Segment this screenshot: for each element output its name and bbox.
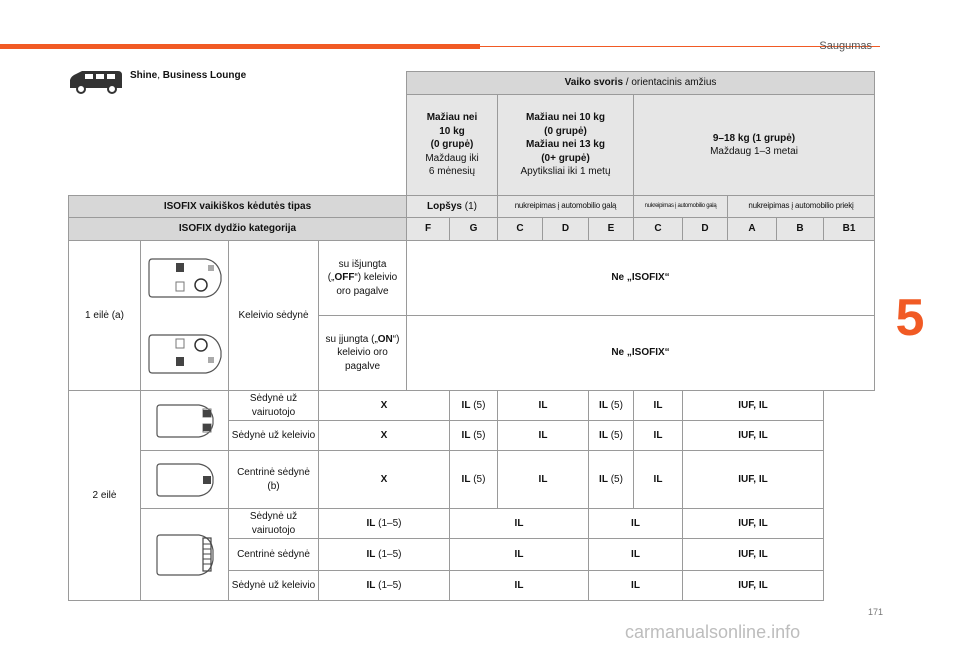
forward-value: IUF, IL bbox=[683, 539, 824, 571]
front-seat-diagram bbox=[141, 241, 229, 391]
forward-value: IUF, IL bbox=[683, 571, 824, 601]
rear-seat-diagram-c bbox=[141, 509, 229, 601]
rear-seat-diagram-b bbox=[141, 451, 229, 509]
forward-value: IUF, IL bbox=[683, 391, 824, 421]
cot-value: X bbox=[319, 391, 450, 421]
size-class: E bbox=[589, 218, 634, 241]
group-0plus-cell: Mažiau nei 10 kg (0 grupė) Mažiau nei 13 kg (0+ grupė) Apytiksliai iki 1 metų bbox=[498, 95, 634, 196]
cot-value: X bbox=[319, 421, 450, 451]
cot-value: IL (1–5) bbox=[319, 539, 450, 571]
orange-header-bar bbox=[0, 44, 480, 49]
size-class: B1 bbox=[824, 218, 875, 241]
size-class: D bbox=[683, 218, 728, 241]
forward-facing: nukreipimas į automobilio priekį bbox=[728, 196, 875, 218]
rear-facing-g0p: nukreipimas į automobilio galą bbox=[498, 196, 634, 218]
rear-outer-seats-car-icon bbox=[155, 402, 215, 440]
g1-value: IL (5) bbox=[589, 421, 634, 451]
chapter-number: 5 bbox=[895, 289, 925, 347]
seat-behind-driver: Sėdynė už vairuotojo bbox=[229, 391, 319, 421]
cot-type: Lopšys (1) bbox=[407, 196, 498, 218]
size-class: B bbox=[777, 218, 824, 241]
g0p-value: IL (5) bbox=[450, 421, 498, 451]
size-class: C bbox=[634, 218, 683, 241]
g0p-value: IL bbox=[498, 421, 589, 451]
row-1-on-value: Ne „ISOFIX“ bbox=[407, 316, 875, 391]
size-class: D bbox=[543, 218, 589, 241]
g1-value: IL bbox=[634, 391, 683, 421]
row-1-label: 1 eilė (a) bbox=[69, 241, 141, 391]
center-seat-b: Centrinė sėdynė (b) bbox=[229, 451, 319, 509]
seat-behind-driver: Sėdynė už vairuotojo bbox=[229, 509, 319, 539]
row-2-label: 2 eilė bbox=[69, 391, 141, 601]
size-class: C bbox=[498, 218, 543, 241]
van-icon bbox=[68, 68, 124, 94]
g1-value: IL bbox=[589, 509, 683, 539]
forward-value: IUF, IL bbox=[683, 421, 824, 451]
isofix-table bbox=[68, 71, 875, 601]
model-badge bbox=[68, 68, 246, 94]
g0p-value: IL (5) bbox=[450, 391, 498, 421]
airbag-on-cell: su įjungta („ON“) keleivio oro pagalve bbox=[319, 316, 407, 391]
row-1-off-value: Ne „ISOFIX“ bbox=[407, 241, 875, 316]
row-1-seat: Keleivio sėdynė bbox=[229, 241, 319, 391]
model-label: Shine, Business Lounge bbox=[130, 70, 247, 81]
airbag-off-cell: su išjungta („OFF“) keleivio oro pagalve bbox=[319, 241, 407, 316]
g1-value: IL bbox=[589, 539, 683, 571]
g0p-value: IL bbox=[450, 509, 589, 539]
group-1-cell: 9–18 kg (1 grupė) Maždaug 1–3 metai bbox=[634, 95, 875, 196]
g1-value: IL (5) bbox=[589, 451, 634, 509]
cot-value: X bbox=[319, 451, 450, 509]
g1-value: IL bbox=[589, 571, 683, 601]
cot-value: IL (1–5) bbox=[319, 509, 450, 539]
center-seat: Centrinė sėdynė bbox=[229, 539, 319, 571]
size-class: F bbox=[407, 218, 450, 241]
g0p-value: IL (5) bbox=[450, 451, 498, 509]
g0p-value: IL bbox=[450, 571, 589, 601]
size-class: G bbox=[450, 218, 498, 241]
forward-value: IUF, IL bbox=[683, 509, 824, 539]
rear-bench-car-icon bbox=[155, 532, 215, 578]
rear-facing-g1: nukreipimas į automobilio galą bbox=[634, 196, 728, 218]
rear-seat-diagram-a bbox=[141, 391, 229, 451]
section-title: Saugumas bbox=[819, 40, 872, 52]
g0p-value: IL bbox=[498, 391, 589, 421]
g0p-value: IL bbox=[498, 451, 589, 509]
seat-behind-passenger: Sėdynė už keleivio bbox=[229, 571, 319, 601]
rear-center-seat-car-icon bbox=[155, 461, 215, 499]
size-class-label: ISOFIX dydžio kategorija bbox=[69, 218, 407, 241]
size-class: A bbox=[728, 218, 777, 241]
page-number: 171 bbox=[868, 607, 884, 617]
seat-type-label: ISOFIX vaikiškos kėdutės tipas bbox=[69, 196, 407, 218]
g1-value: IL bbox=[634, 451, 683, 509]
g1-value: IL bbox=[634, 421, 683, 451]
forward-value: IUF, IL bbox=[683, 451, 824, 509]
g0p-value: IL bbox=[450, 539, 589, 571]
cot-value: IL (1–5) bbox=[319, 571, 450, 601]
watermark: carmanualsonline.info bbox=[625, 622, 801, 642]
seat-behind-passenger: Sėdynė už keleivio bbox=[229, 421, 319, 451]
g1-value: IL (5) bbox=[589, 391, 634, 421]
weight-header: Vaiko svoris / orientacinis amžius bbox=[407, 72, 875, 95]
front-seat-car-icon bbox=[146, 251, 224, 381]
group-0-cell: Mažiau nei 10 kg (0 grupė) Maždaug iki 6 mėnesių bbox=[407, 95, 498, 196]
